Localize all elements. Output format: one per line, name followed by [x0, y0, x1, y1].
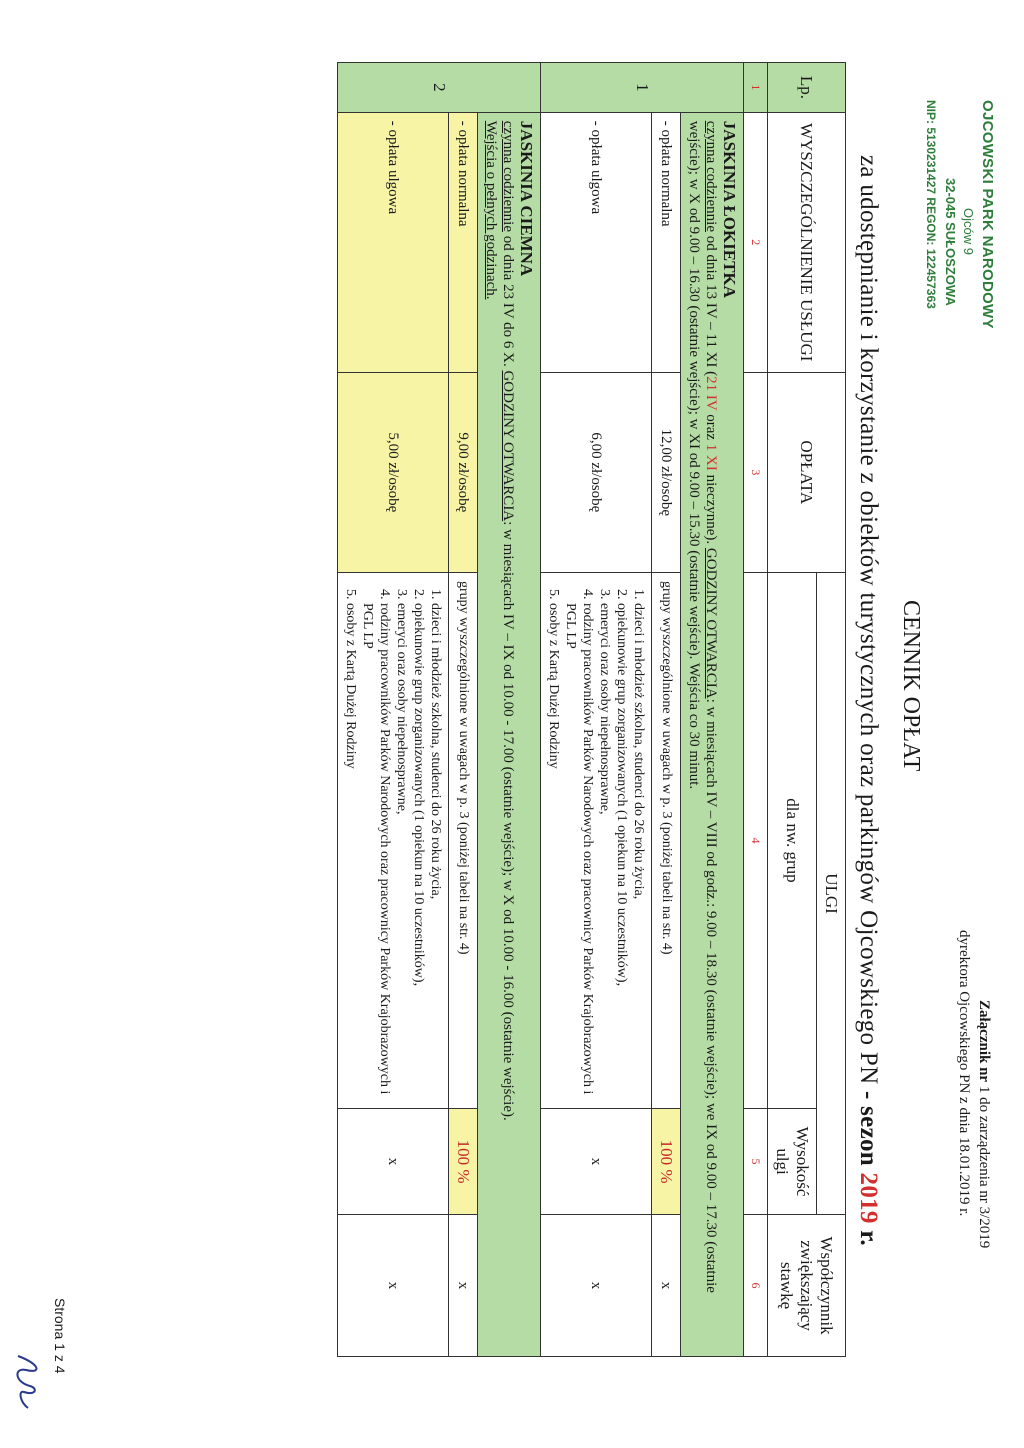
fee-groups	[338, 572, 449, 1108]
fee-name: - opłata ulgowa	[541, 112, 652, 372]
col-number: 2	[744, 112, 768, 372]
factor-value: x	[449, 1215, 478, 1357]
page-number: Strona 1 z 4	[52, 1298, 68, 1374]
fee-name: - opłata normalna	[652, 112, 681, 372]
hours-dates: od dnia 13 IV – 11 XI (	[703, 232, 719, 377]
annex-title	[975, 1000, 992, 1248]
discount-amount: 100 %	[652, 1108, 681, 1214]
hours-label: GODZINY OTWARCIA	[703, 547, 719, 699]
fee-groups	[541, 572, 652, 1108]
hours-closed-date: 1 XI	[703, 443, 719, 471]
list-item: 2. opiekunowie grup zorganizowanych (1 opiekun na 10 uczestników),	[410, 603, 427, 1100]
list-item: 1. dzieci i młodzież szkolna, studenci do 26 roku życia,	[427, 603, 444, 1100]
eligible-groups-list	[342, 581, 444, 1100]
header-amount: Wysokość ulgi	[768, 1108, 817, 1214]
header-for-groups: dla nw. grup	[768, 572, 817, 1108]
park-name: OJCOWSKI PARK NARODOWY	[979, 100, 996, 329]
factor-value: x	[652, 1215, 681, 1357]
document-subtitle	[854, 155, 882, 1246]
hours-closed-note: nieczynne).	[703, 470, 719, 548]
annex-subtitle: dyrektora Ojcowskiego PN z dnia 18.01.2019 r.	[956, 930, 972, 1217]
header-lp: Lp.	[768, 63, 846, 113]
section-description	[681, 112, 744, 1356]
factor-value: x	[338, 1215, 449, 1357]
fee-groups: grupy wyszczególnione w uwagach w p. 3 (poniżej tabeli na str. 4)	[652, 572, 681, 1108]
hours-entry-note: Wejścia o pełnych godzinach.	[483, 120, 499, 300]
list-item: 4. rodziny pracowników Parków Narodowych oraz pracownicy Parków Krajobrazowych i PGL LP	[562, 603, 596, 1100]
list-item: 2. opiekunowie grup zorganizowanych (1 opiekun na 10 uczestników),	[613, 603, 630, 1100]
fee-row	[541, 63, 652, 1357]
subtitle-year: 2019	[855, 1172, 882, 1224]
column-number-row	[744, 63, 768, 1357]
fee-amount: 12,00 zł/osobę	[652, 372, 681, 572]
fee-name: - opłata normalna	[449, 112, 478, 372]
cave-name: JASKINIA CIEMNA	[517, 120, 536, 277]
col-number: 1	[744, 63, 768, 113]
header-fee: OPŁATA	[768, 372, 846, 572]
list-item: 3. emeryci oraz osoby niepełnosprawne,	[393, 603, 410, 1100]
annex-title-rest: 1 do zarządzenia nr 3/2019	[976, 1082, 992, 1249]
hours-open-daily: czynna codziennie	[703, 120, 719, 232]
fee-amount: 6,00 zł/osobę	[541, 372, 652, 572]
section-header-row	[681, 63, 744, 1357]
section-number: 1	[541, 63, 744, 113]
subtitle-suffix: r.	[855, 1223, 882, 1246]
header-service: WYSZCZEGÓLNIENIE USŁUGI	[768, 112, 846, 372]
hours-and: oraz	[703, 410, 719, 444]
fee-name: - opłata ulgowa	[338, 112, 449, 372]
list-item: 3. emeryci oraz osoby niepełnosprawne,	[596, 603, 613, 1100]
factor-value: x	[541, 1215, 652, 1357]
discount-amount: 100 %	[449, 1108, 478, 1214]
discount-amount: x	[541, 1108, 652, 1214]
signature-icon	[8, 1352, 48, 1412]
document-title: CENNIK OPŁAT	[898, 600, 924, 772]
section-number: 2	[338, 63, 541, 113]
fee-row	[449, 63, 478, 1357]
col-number: 6	[744, 1215, 768, 1357]
list-item: 5. osoby z Kartą Dużej Rodziny	[342, 603, 359, 1100]
subtitle-season: - sezon	[855, 1084, 882, 1173]
cave-name: JASKINIA ŁOKIETKA	[720, 120, 739, 298]
hours-dates: od dnia 23 IV do 6 X.	[500, 232, 516, 371]
hours-label: GODZINY OTWARCIA	[500, 370, 516, 522]
hours-detail: : w miesiącach IV – VIII od godz.: 9.00 – 18.30 (ostatnie wejście); we IX od 9.00 – 17.30 (ostatnie wejście); w X od 9.00 – 16.30 (ostatnie wejście); w XI od 9.00 – 15.30 (ostatnie wejście). Wejścia co 30 minut.	[686, 120, 719, 1293]
discount-amount: x	[338, 1108, 449, 1214]
park-address-line1: Ojców 9	[961, 208, 976, 255]
header-factor: Współczynnik zwiększający stawkę	[768, 1215, 846, 1357]
fee-table	[337, 62, 846, 1357]
section-header-row	[478, 63, 541, 1357]
header-row	[817, 63, 846, 1357]
fee-amount: 5,00 zł/osobę	[338, 372, 449, 572]
list-item: 4. rodziny pracowników Parków Narodowych oraz pracownicy Parków Krajobrazowych i PGL LP	[359, 603, 393, 1100]
eligible-groups-list	[545, 581, 647, 1100]
hours-closed-date: 21 IV	[703, 376, 719, 411]
col-number: 3	[744, 372, 768, 572]
fee-groups: grupy wyszczególnione w uwagach w p. 3 (poniżej tabeli na str. 4)	[449, 572, 478, 1108]
fee-row	[338, 63, 449, 1357]
hours-detail: : w miesiącach IV – IX od 10.00 - 17.00 (ostatnie wejście); w X od 10.00 - 16.00 (ostatnie wejście).	[500, 521, 516, 1121]
park-tax-ids: NIP: 5130231427 REGON: 122457363	[924, 100, 938, 309]
annex-title-bold: Załącznik nr	[976, 1000, 992, 1083]
section-description	[478, 112, 541, 1356]
fee-amount: 9,00 zł/osobę	[449, 372, 478, 572]
fee-row	[652, 63, 681, 1357]
subtitle-text: za udostępnianie i korzystanie z obiektów turystycznych oraz parkingów Ojcowskiego PN	[855, 155, 882, 1085]
col-number: 5	[744, 1108, 768, 1214]
header-discounts: ULGI	[817, 572, 846, 1214]
park-address-line2: 32-045 SUŁOSZOWA	[943, 178, 958, 306]
list-item: 5. osoby z Kartą Dużej Rodziny	[545, 603, 562, 1100]
col-number: 4	[744, 572, 768, 1108]
hours-open-daily: czynna codziennie	[500, 120, 516, 232]
list-item: 1. dzieci i młodzież szkolna, studenci do 26 roku życia,	[630, 603, 647, 1100]
